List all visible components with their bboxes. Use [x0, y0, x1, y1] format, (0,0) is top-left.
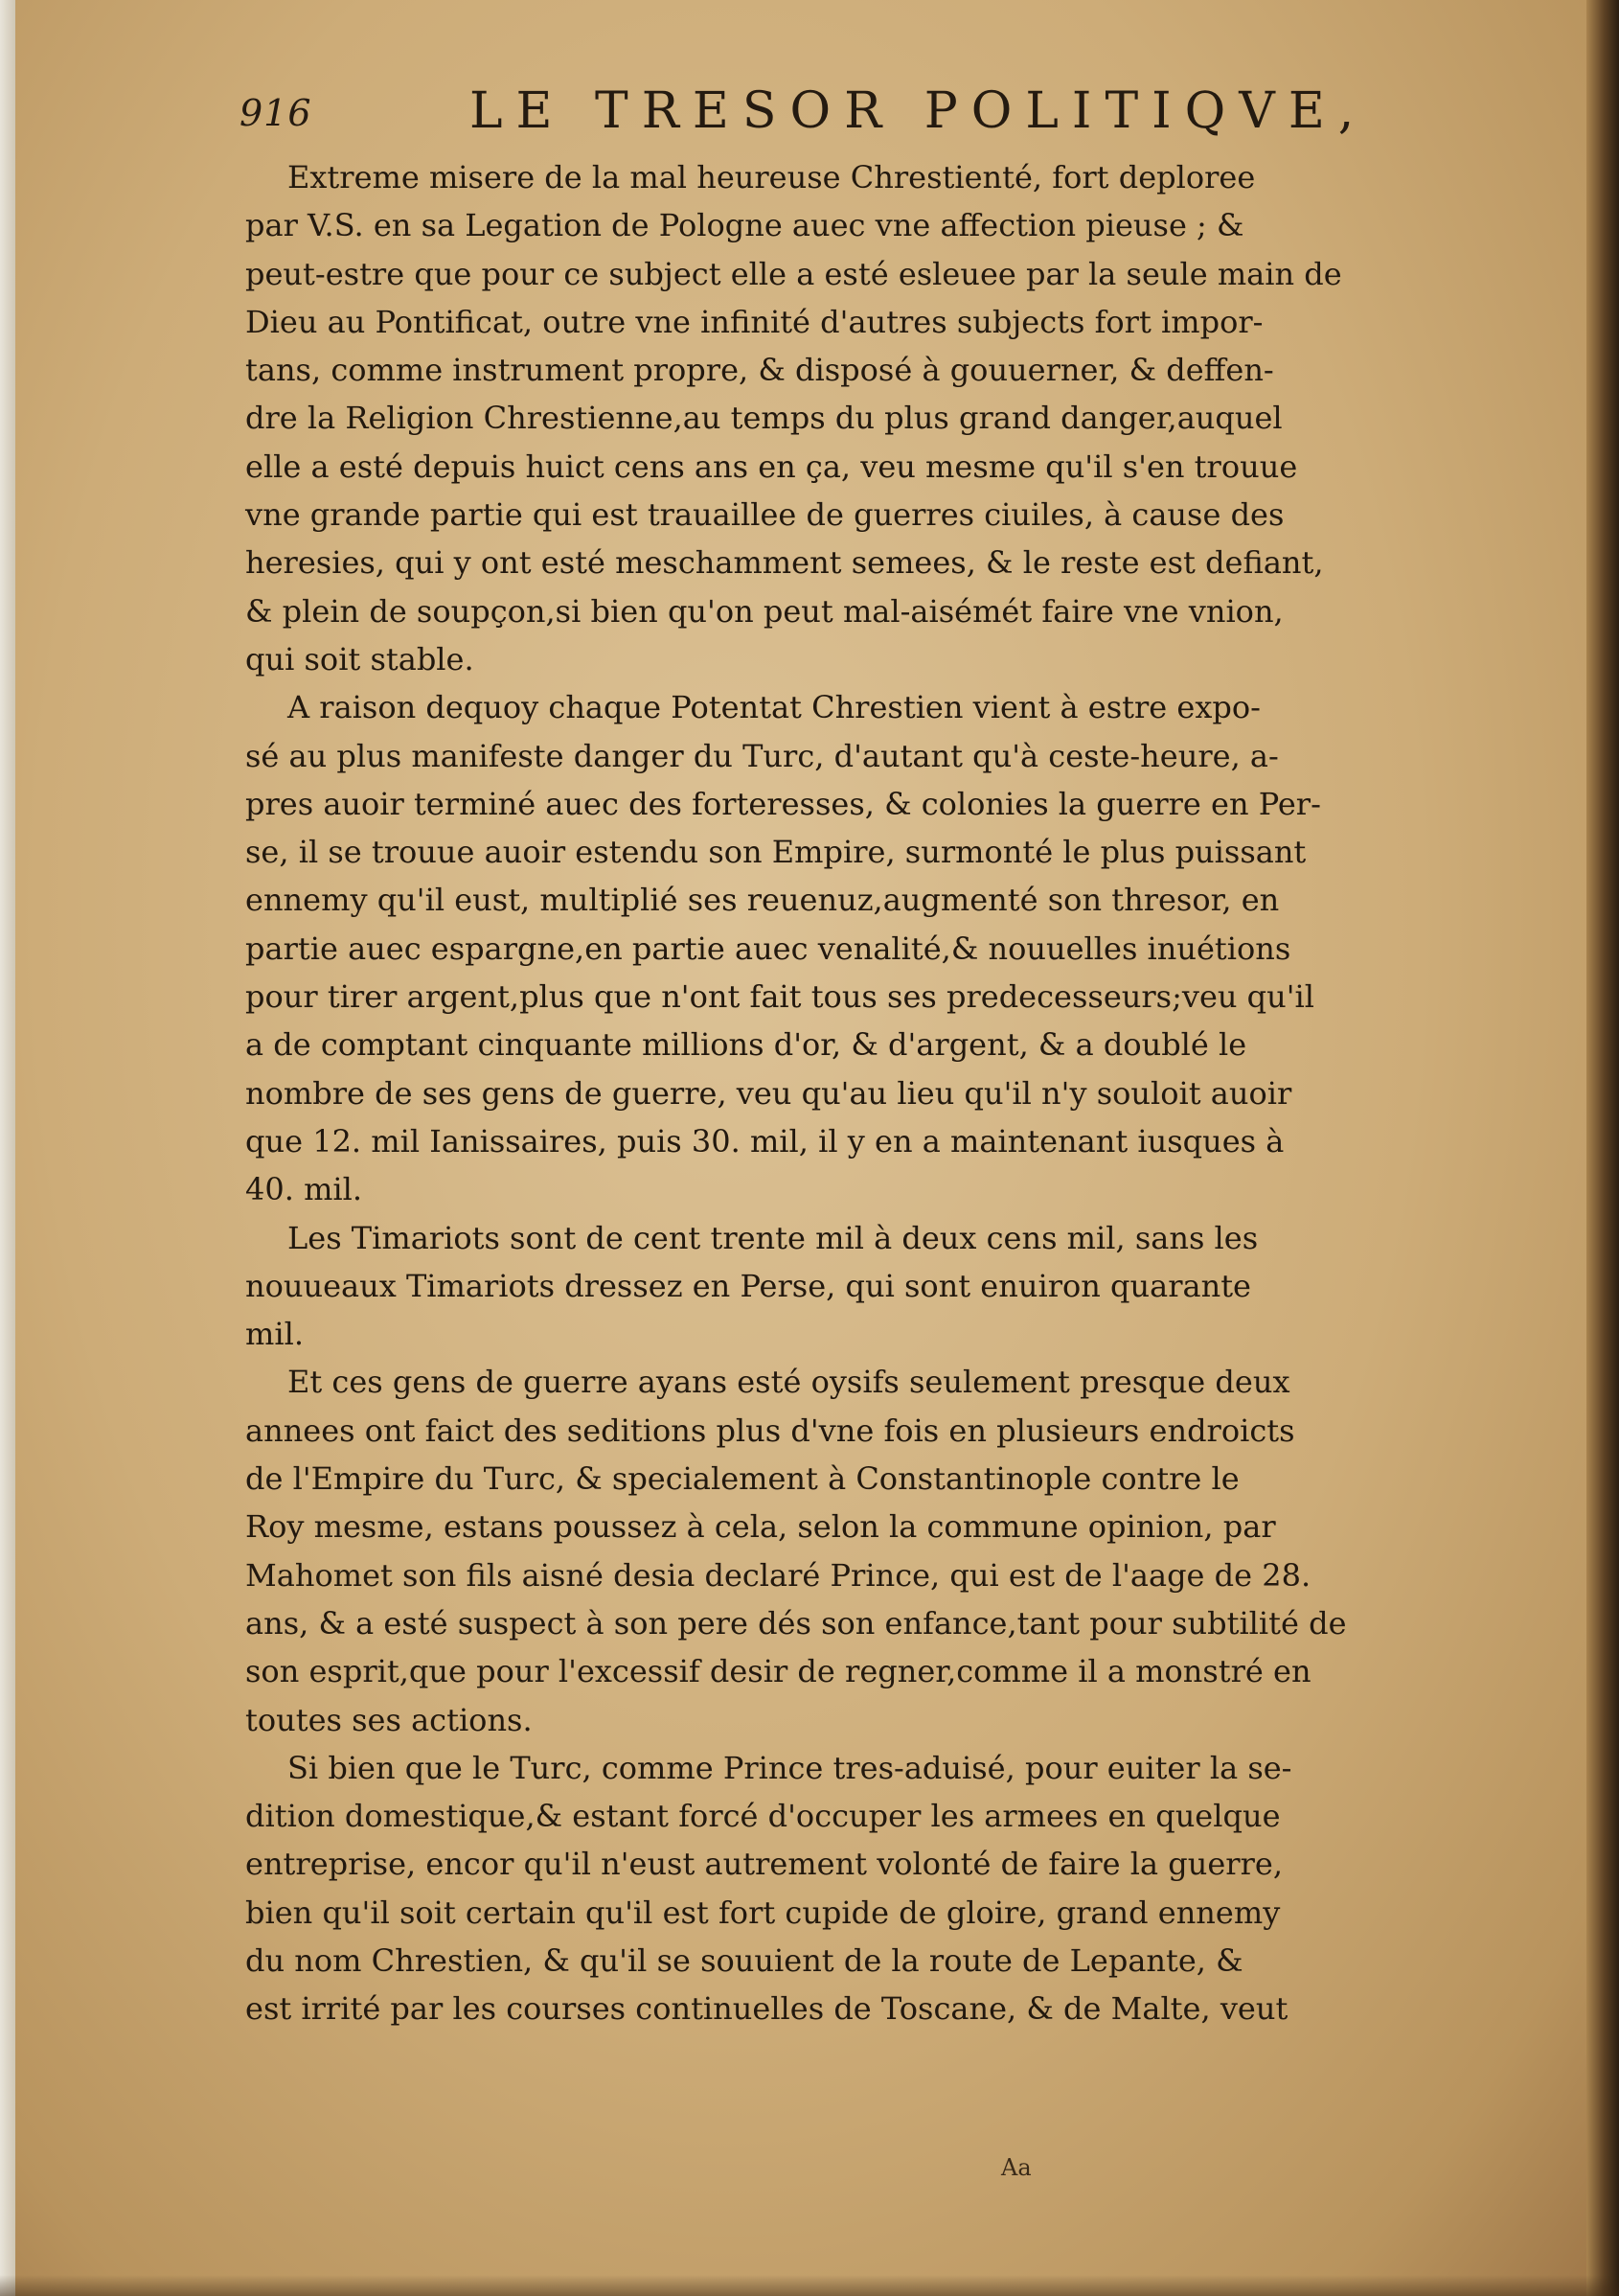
- text-line: Dieu au Pontificat, outre vne infinité d'autres subjects fort impor-: [245, 303, 1264, 340]
- text-line: Extreme misere de la mal heureuse Chrestienté, fort deploree: [287, 159, 1256, 195]
- page-left-margin: [0, 0, 15, 2296]
- text-line: Roy mesme, estans poussez à cela, selon la commune opinion, par: [245, 1508, 1276, 1546]
- text-line: dition domestique,& estant forcé d'occuper les armees en quelque: [245, 1798, 1281, 1835]
- page-number: 916: [239, 92, 312, 134]
- text-line: que 12. mil Ianissaires, puis 30. mil, il y en a maintenant iusques à: [245, 1122, 1285, 1159]
- text-line: Si bien que le Turc, comme Prince tres-aduisé, pour euiter la se-: [287, 1749, 1292, 1786]
- text-line: bien qu'il soit certain qu'il est fort cupide de gloire, grand ennemy: [245, 1894, 1281, 1931]
- text-line: annees ont faict des seditions plus d'vne fois en plusieurs endroicts: [245, 1412, 1295, 1449]
- text-line: dre la Religion Chrestienne,au temps du plus grand danger,auquel: [245, 400, 1283, 437]
- text-line: peut-estre que pour ce subject elle a esté esleuee par la seule main de: [245, 255, 1342, 292]
- text-line: entreprise, encor qu'il n'eust autrement volonté de faire la guerre,: [245, 1846, 1283, 1883]
- text-line: nouueaux Timariots dressez en Perse, qui sont enuiron quarante: [245, 1267, 1251, 1304]
- text-line: Et ces gens de guerre ayans esté oysifs seulement presque deux: [287, 1364, 1290, 1401]
- text-line: 40. mil.: [245, 1171, 363, 1208]
- page-header: [239, 79, 1514, 146]
- text-line: tans, comme instrument propre, & disposé à gouuerner, & deffen-: [245, 352, 1274, 389]
- text-line: toutes ses actions.: [245, 1701, 533, 1738]
- text-line: de l'Empire du Turc, & specialement à Constantinople contre le: [245, 1460, 1240, 1498]
- text-line: son esprit,que pour l'excessif desir de regner,comme il a monstré en: [245, 1653, 1311, 1690]
- text-line: Mahomet son fils aisné desia declaré Prince, qui est de l'aage de 28.: [245, 1556, 1311, 1594]
- text-line: du nom Chrestien, & qu'il se souuient de la route de Lepante, &: [245, 1941, 1243, 1979]
- text-line: mil.: [245, 1316, 304, 1353]
- text-line: ennemy qu'il eust, multiplié ses reuenuz,augmenté son thresor, en: [245, 882, 1280, 919]
- text-line: Les Timariots sont de cent trente mil à deux cens mil, sans les: [287, 1219, 1259, 1256]
- text-line: par V.S. en sa Legation de Pologne auec vne affection pieuse ; &: [245, 207, 1244, 244]
- text-line: nombre de ses gens de guerre, veu qu'au lieu qu'il n'y souloit auoir: [245, 1074, 1292, 1112]
- text-line: elle a esté depuis huict cens ans en ça, veu mesme qu'il s'en trouue: [245, 448, 1298, 485]
- text-line: partie auec espargne,en partie auec venalité,& nouuelles inuétions: [245, 930, 1291, 967]
- running-head: LE TRESOR POLITIQVE,: [469, 82, 1368, 140]
- text-line: pres auoir terminé auec des forteresses, & colonies la guerre en Per-: [245, 785, 1321, 822]
- text-line: pour tirer argent,plus que n'ont fait tous ses predecesseurs;veu qu'il: [245, 978, 1315, 1016]
- text-line: heresies, qui y ont esté meschamment semees, & le reste est defiant,: [245, 544, 1324, 582]
- book-gutter-shadow: [1586, 0, 1619, 2296]
- text-line: se, il se trouue auoir estendu son Empire, surmonté le plus puissant: [245, 834, 1307, 871]
- text-line: sé au plus manifeste danger du Turc, d'autant qu'à ceste-heure, a-: [245, 737, 1279, 774]
- text-line: vne grande partie qui est trauaillee de guerres ciuiles, à cause des: [245, 496, 1285, 534]
- body-text: [245, 153, 1510, 2033]
- text-line: qui soit stable.: [245, 640, 474, 677]
- signature-mark: Aa: [1001, 2154, 1032, 2181]
- text-line: a de comptant cinquante millions d'or, & d'argent, & a doublé le: [245, 1026, 1247, 1064]
- text-line: A raison dequoy chaque Potentat Chrestien vient à estre expo-: [287, 689, 1261, 726]
- text-line: & plein de soupçon,si bien qu'on peut mal-aisémét faire vne vnion,: [245, 592, 1284, 630]
- text-line: est irrité par les courses continuelles de Toscane, & de Malte, veut: [245, 1990, 1288, 2028]
- page-bottom-shadow: [0, 2275, 1619, 2296]
- text-line: ans, & a esté suspect à son pere dés son enfance,tant pour subtilité de: [245, 1604, 1347, 1642]
